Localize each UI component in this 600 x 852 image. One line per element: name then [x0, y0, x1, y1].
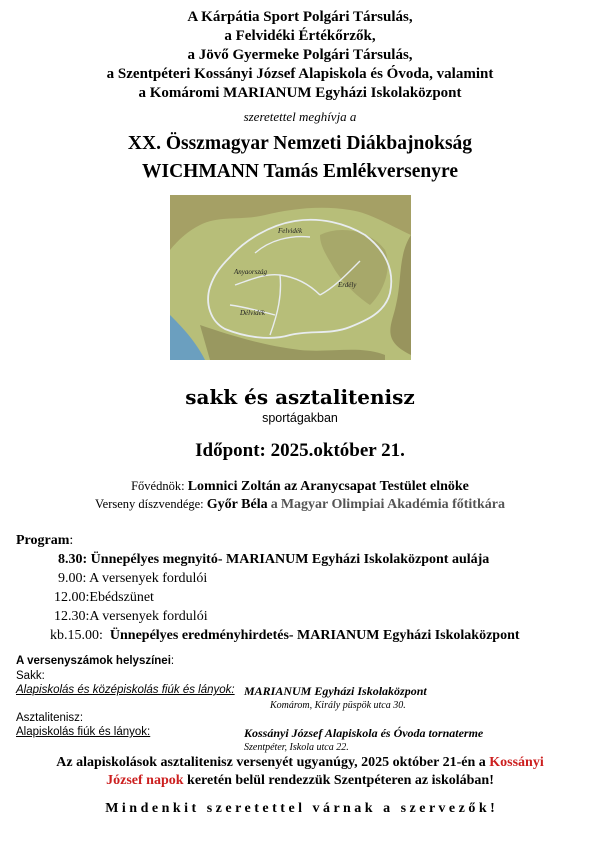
- sports-subheading: sportágakban: [262, 411, 338, 425]
- venues-heading-text: A versenyszámok helyszínei: [16, 655, 171, 667]
- map-label: Erdély: [338, 281, 357, 289]
- program-heading-colon: :: [69, 533, 74, 548]
- map-label: Felvidék: [278, 227, 303, 235]
- school-note-highlight: József napok: [106, 773, 184, 788]
- program-text: Ebédszünet: [89, 590, 154, 605]
- school-note-text: keretén belül rendezzük Szentpéteren az iskolában!: [187, 773, 494, 788]
- program-item: [58, 552, 489, 568]
- patron-line: [0, 479, 600, 495]
- tabletennis-venue: Kossányi József Alapiskola és Óvoda tornaterme: [244, 726, 484, 740]
- chess-group: Alapiskolás és középiskolás fiúk és lányok:: [16, 684, 235, 696]
- school-note: [0, 754, 600, 790]
- guest-title: Magyar Olimpiai Akadémia főtitkára: [280, 497, 505, 512]
- map-graphic: [170, 195, 411, 360]
- organizer-list: [0, 8, 600, 103]
- map-label: Anyaország: [234, 268, 268, 276]
- venues-heading-colon: :: [170, 655, 175, 667]
- guest-label: Verseny díszvendége:: [95, 497, 204, 511]
- organizer-line: a Komáromi MARIANUM Egyházi Iskolaközpont: [138, 85, 462, 101]
- organizer-line: a Szentpéteri Kossányi József Alapiskola és Óvoda, valamint: [106, 66, 494, 82]
- map-label: Délvidék: [240, 309, 265, 317]
- guest-line: [0, 497, 600, 513]
- chess-venue: MARIANUM Egyházi Iskolaközpont: [244, 684, 427, 698]
- program-time: kb.15.00:: [50, 628, 103, 643]
- organizer-line: a Jövő Gyermeke Polgári Társulás,: [187, 47, 413, 63]
- closing-line: M i n d e n k i t s z e r e t e t t e l v á r n a k a s z e r v e z ő k !: [105, 801, 495, 816]
- program-time: 12.30:: [54, 609, 90, 624]
- tabletennis-address: Szentpéter, Iskola utca 22.: [244, 742, 349, 753]
- venues-heading: [16, 655, 174, 667]
- sports-heading: sakk és asztalitenisz: [185, 385, 415, 409]
- event-date: Időpont: 2025.október 21.: [195, 440, 405, 461]
- school-note-highlight: Kossányi: [489, 755, 544, 770]
- event-title-line1: XX. Összmagyar Nemzeti Diákbajnokság: [127, 133, 473, 154]
- tabletennis-group: Alapiskolás fiúk és lányok:: [16, 726, 151, 738]
- program-text: Ünnepélyes megnyitó- MARIANUM Egyházi Iskolaközpont aulája: [90, 552, 490, 567]
- organizer-line: A Kárpátia Sport Polgári Társulás,: [187, 9, 413, 25]
- program-item: [54, 590, 154, 606]
- carpathian-basin-map: [170, 195, 411, 360]
- program-text: A versenyek fordulói: [89, 571, 208, 586]
- organizer-line: a Felvidéki Értékőrzők,: [224, 28, 376, 44]
- program-time: 9.00:: [58, 571, 87, 586]
- chess-label: Sakk:: [16, 670, 45, 682]
- program-heading-text: Program: [16, 533, 70, 548]
- patron-name: Lomnici Zoltán az Aranycsapat Testület elnöke: [187, 479, 469, 494]
- program-time: 8.30:: [58, 552, 88, 567]
- program-heading: [16, 533, 73, 549]
- patron-label: Fővédnök:: [131, 479, 185, 493]
- program-time: 12.00:: [54, 590, 90, 605]
- program-item: [58, 571, 207, 587]
- guest-name: Győr Béla: [206, 497, 268, 512]
- invite-note: szeretettel meghívja a: [243, 109, 357, 124]
- guest-connector: a: [270, 497, 278, 512]
- event-title-line2: WICHMANN Tamás Emlékversenyre: [142, 161, 458, 182]
- school-note-text: Az alapiskolások asztalitenisz versenyét ugyanúgy, 2025 október 21-én a: [56, 755, 486, 770]
- program-text: A versenyek fordulói: [89, 609, 208, 624]
- chess-address: Komárom, Király püspök utca 30.: [270, 700, 406, 711]
- program-item: [50, 628, 520, 644]
- program-text: Ünnepélyes eredményhirdetés- MARIANUM Egyházi Iskolaközpont: [109, 628, 520, 643]
- tabletennis-label: Asztalitenisz:: [16, 712, 84, 724]
- program-item: [54, 609, 208, 625]
